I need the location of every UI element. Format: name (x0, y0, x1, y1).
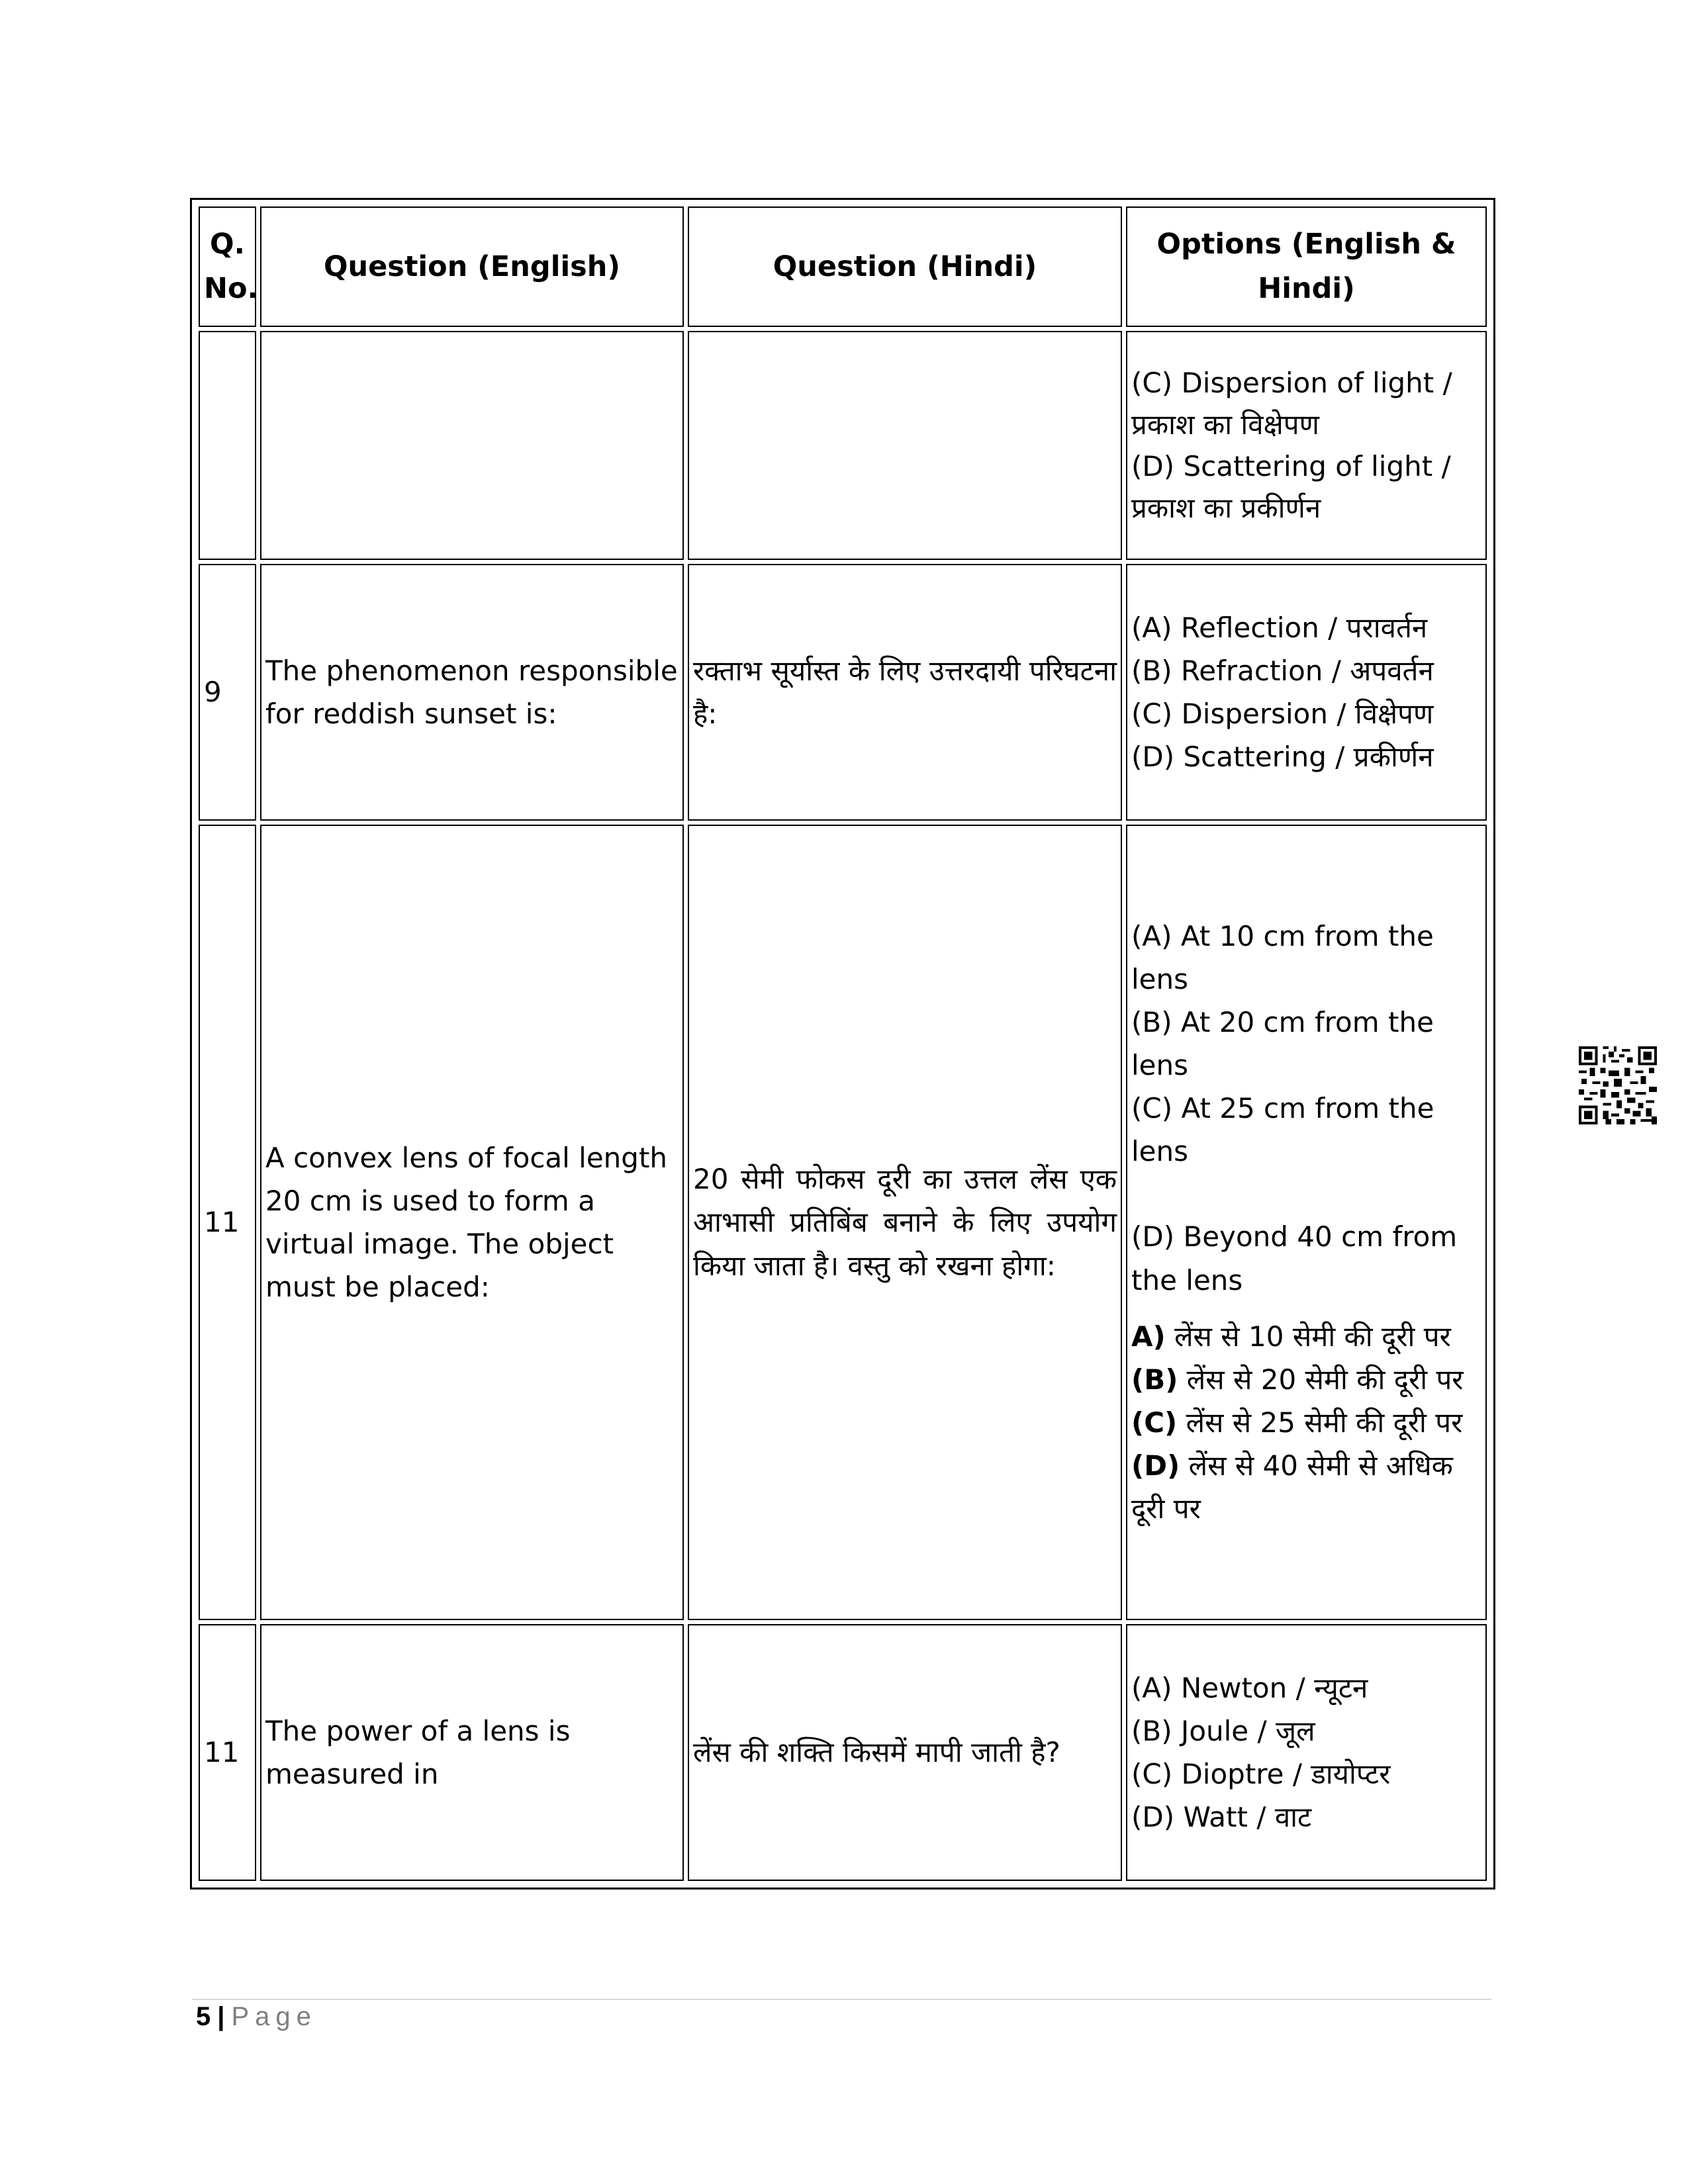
option-spacer (1131, 1173, 1481, 1215)
option-b-hindi (1131, 1358, 1481, 1401)
table-row (199, 825, 1487, 1620)
option-line: (D) Scattering of light / (1131, 450, 1451, 482)
option-line: (C) Dispersion of light / (1131, 367, 1452, 399)
qno-cell: 11 (199, 825, 256, 1620)
english-question-cell (260, 331, 684, 560)
option-b-english: (B) At 20 cm from the lens (1131, 1006, 1434, 1082)
option-text: लेंस से 10 सेमी की दूरी पर (1174, 1320, 1451, 1353)
english-question-cell: A convex lens of focal length 20 cm is used to form a virtual image. The object must be placed: (260, 825, 684, 1620)
table-header-row (199, 206, 1487, 327)
qno-cell: 9 (199, 564, 256, 821)
hindi-question-cell (688, 331, 1122, 560)
option-text: लेंस से 40 सेमी से अधिक दूरी पर (1131, 1449, 1453, 1525)
header-english: Question (English) (260, 206, 684, 327)
english-question-cell: The phenomenon responsible for reddish sunset is: (260, 564, 684, 821)
qno-cell: 11 (199, 1624, 256, 1881)
page-label: Page (231, 2002, 317, 2031)
option-label: (B) (1131, 1363, 1178, 1396)
option-label: (D) (1131, 1449, 1180, 1482)
option-label: (C) (1131, 1406, 1178, 1439)
option-label: A) (1131, 1320, 1166, 1353)
option-a: (A) Reflection / परावर्तन (1131, 611, 1428, 644)
option-b: (B) Refraction / अपवर्तन (1131, 654, 1434, 687)
option-spacer (1131, 1302, 1481, 1315)
header-qno: Q. No. (199, 206, 256, 327)
english-question-cell: The power of a lens is measured in (260, 1624, 684, 1881)
option-line: प्रकाश का विक्षेपण (1131, 408, 1319, 441)
footer-divider (192, 1999, 1491, 2000)
option-text: लेंस से 20 सेमी की दूरी पर (1186, 1363, 1464, 1396)
table-row (199, 564, 1487, 821)
header-options: Options (English & Hindi) (1126, 206, 1487, 327)
hindi-question-cell: लेंस की शक्ति किसमें मापी जाती है? (688, 1624, 1122, 1881)
option-d-hindi (1131, 1444, 1481, 1530)
question-table (190, 198, 1495, 1889)
header-hindi: Question (Hindi) (688, 206, 1122, 327)
options-cell (1126, 1624, 1487, 1881)
page-number: 5 (196, 2002, 211, 2031)
footer-separator: | (217, 2002, 225, 2031)
page-footer (196, 2002, 317, 2032)
option-c: (C) Dispersion / विक्षेपण (1131, 698, 1434, 730)
hindi-question-cell: रक्ताभ सूर्यास्त के लिए उत्तरदायी परिघटना है: (688, 564, 1122, 821)
qr-code-icon (1579, 1046, 1657, 1124)
option-d: (D) Scattering / प्रकीर्णन (1131, 741, 1434, 774)
option-a-english: (A) At 10 cm from the lens (1131, 919, 1434, 995)
option-d-english: (D) Beyond 40 cm from the lens (1131, 1220, 1458, 1297)
option-c-english: (C) At 25 cm from the lens (1131, 1092, 1434, 1168)
hindi-question-cell: 20 सेमी फोकस दूरी का उत्तल लेंस एक आभासी प्रतिबिंब बनाने के लिए उपयोग किया जाता है। वस्तु को रखना होगा: (688, 825, 1122, 1620)
question-grid (195, 203, 1491, 1885)
table-row (199, 331, 1487, 560)
options-cell (1126, 825, 1487, 1620)
option-line: प्रकाश का प्रकीर्णन (1131, 492, 1321, 524)
options-cell (1126, 331, 1487, 560)
option-text: लेंस से 25 सेमी की दूरी पर (1186, 1406, 1463, 1439)
options-cell (1126, 564, 1487, 821)
option-d: (D) Watt / वाट (1131, 1801, 1312, 1834)
option-b: (B) Joule / जूल (1131, 1714, 1315, 1747)
option-a-hindi (1131, 1315, 1481, 1358)
qno-cell (199, 331, 256, 560)
option-a: (A) Newton / न्यूटन (1131, 1671, 1368, 1704)
option-c: (C) Dioptre / डायोप्टर (1131, 1758, 1391, 1790)
option-c-hindi (1131, 1401, 1481, 1444)
table-row (199, 1624, 1487, 1881)
